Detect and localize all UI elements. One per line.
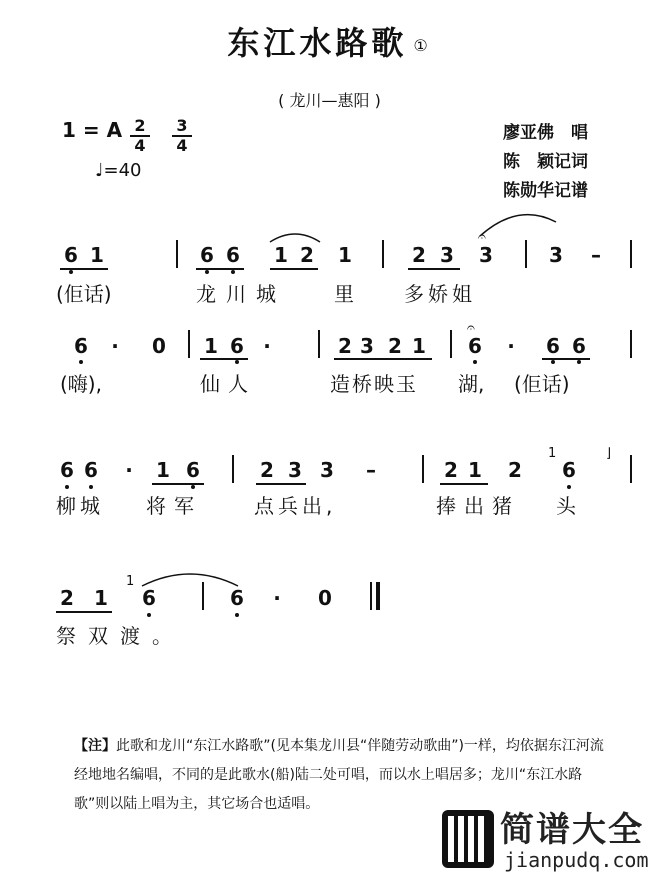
note: 6	[186, 458, 200, 482]
note: 6	[468, 334, 482, 358]
page-title	[0, 18, 659, 64]
grace-mark: ⌋	[606, 446, 612, 461]
dash: –	[366, 458, 376, 482]
route-subtitle: ( 龙川—惠阳 )	[278, 91, 381, 110]
note: 1	[156, 458, 170, 482]
beam	[56, 611, 112, 613]
note: 2	[412, 243, 426, 267]
note: 1	[468, 458, 482, 482]
note: 3	[549, 243, 563, 267]
note: 1	[412, 334, 426, 358]
barline	[630, 330, 632, 358]
low-dot	[473, 360, 477, 364]
lyric: 造桥映玉	[330, 372, 418, 396]
note: ·	[273, 586, 281, 610]
slur	[140, 568, 240, 588]
barline	[382, 240, 384, 268]
beam	[334, 358, 432, 360]
lyric: 捧出猪	[436, 494, 520, 518]
note: 6	[60, 458, 74, 482]
barline	[188, 330, 190, 358]
low-dot	[65, 485, 69, 489]
lyric: 柳城	[56, 494, 104, 518]
note: 1	[204, 334, 218, 358]
dash: –	[591, 243, 601, 267]
key-signature: 1 = A	[62, 118, 123, 142]
lyric: (嗨),	[60, 372, 102, 396]
meter-2-4	[130, 117, 150, 155]
barline	[318, 330, 320, 358]
logo-title: 简谱大全	[500, 810, 644, 850]
barline	[630, 455, 632, 483]
meter-3-4	[172, 117, 192, 155]
lyric: 将军	[146, 494, 202, 518]
note: 2	[388, 334, 402, 358]
meter2-denominator: 4	[176, 136, 188, 155]
low-dot	[147, 613, 151, 617]
lyric: 湖,	[458, 372, 485, 396]
note: 3	[360, 334, 374, 358]
note: 2	[338, 334, 352, 358]
barline	[232, 455, 234, 483]
lyric: (佢话)	[56, 282, 112, 306]
barline	[202, 582, 204, 610]
piano-icon	[442, 810, 494, 868]
low-dot	[551, 360, 555, 364]
note: 1	[274, 243, 288, 267]
note: 3	[479, 243, 493, 267]
lyric: 祭双渡。	[56, 624, 184, 648]
lyric: 龙川城	[196, 282, 286, 306]
note: 2	[300, 243, 314, 267]
beam	[196, 268, 244, 270]
fermata-icon: 𝄐	[467, 320, 475, 336]
note: ·	[263, 334, 271, 358]
low-dot	[191, 485, 195, 489]
low-dot	[567, 485, 571, 489]
lyric: (佢话)	[514, 372, 570, 396]
note: 3	[440, 243, 454, 267]
note: 0	[318, 586, 332, 610]
beam	[60, 268, 108, 270]
note: 2	[260, 458, 274, 482]
note: 6	[74, 334, 88, 358]
barline	[176, 240, 178, 268]
beam	[200, 358, 248, 360]
credit-lyricist: 陈 颖记词	[503, 152, 588, 172]
beam	[270, 268, 318, 270]
note: 6	[84, 458, 98, 482]
lyric: 里	[334, 282, 354, 306]
low-dot	[89, 485, 93, 489]
note: ·	[507, 334, 515, 358]
note: 6	[142, 586, 156, 610]
barline	[450, 330, 452, 358]
note: 6	[230, 334, 244, 358]
note: 6	[64, 243, 78, 267]
note: 6	[230, 586, 244, 610]
beam	[440, 483, 488, 485]
note: 0	[152, 334, 166, 358]
grace-mark: 1	[548, 446, 557, 461]
barline	[525, 240, 527, 268]
tempo-marking: ♩=40	[95, 160, 142, 181]
barline	[370, 582, 372, 610]
meter2-numerator: 3	[172, 117, 192, 137]
footnote-label: 【注】	[74, 738, 116, 754]
note: 2	[444, 458, 458, 482]
note: 1	[94, 586, 108, 610]
low-dot	[205, 270, 209, 274]
credit-singer: 廖亚佛 唱	[503, 123, 588, 143]
slur	[478, 210, 558, 238]
meter1-numerator: 2	[130, 117, 150, 137]
note: 6	[200, 243, 214, 267]
title-text: 东江水路歌	[227, 24, 408, 62]
note: 3	[320, 458, 334, 482]
note: 1	[338, 243, 352, 267]
low-dot	[69, 270, 73, 274]
note: 3	[288, 458, 302, 482]
beam	[542, 358, 590, 360]
beam	[152, 483, 204, 485]
note: 2	[60, 586, 74, 610]
low-dot	[79, 360, 83, 364]
low-dot	[235, 613, 239, 617]
note: 2	[508, 458, 522, 482]
note: 1	[90, 243, 104, 267]
low-dot	[235, 360, 239, 364]
note: ·	[125, 458, 133, 482]
lyric: 仙人	[200, 372, 256, 396]
note: 6	[226, 243, 240, 267]
beam	[256, 483, 306, 485]
barline	[422, 455, 424, 483]
slur	[268, 230, 322, 244]
credit-transcriber: 陈勋华记谱	[503, 181, 588, 201]
footnote-text: 此歌和龙川“东江水路歌”(见本集龙川县“伴随劳动歌曲”)一样，均依据东江河流经地地名编唱，不同的是此歌水(船)陆二处可唱，而以水上唱居多；龙川“东江水路歌”则以陆上唱为主，其它场合也适唱。	[74, 738, 604, 812]
note: 6	[562, 458, 576, 482]
final-barline	[376, 582, 380, 610]
logo-url: jianpudq.com	[504, 848, 649, 872]
note: 6	[546, 334, 560, 358]
note: 6	[572, 334, 586, 358]
low-dot	[577, 360, 581, 364]
note: ·	[111, 334, 119, 358]
grace-mark: 1	[126, 574, 135, 589]
fermata-icon: 𝄐	[478, 229, 486, 245]
barline	[630, 240, 632, 268]
low-dot	[231, 270, 235, 274]
beam	[408, 268, 460, 270]
lyric: 多娇姐	[404, 282, 476, 306]
footnote-mark: ①	[413, 35, 432, 55]
lyric: 头	[556, 494, 576, 518]
meter1-denominator: 4	[134, 136, 146, 155]
lyric: 点兵出,	[254, 494, 337, 518]
